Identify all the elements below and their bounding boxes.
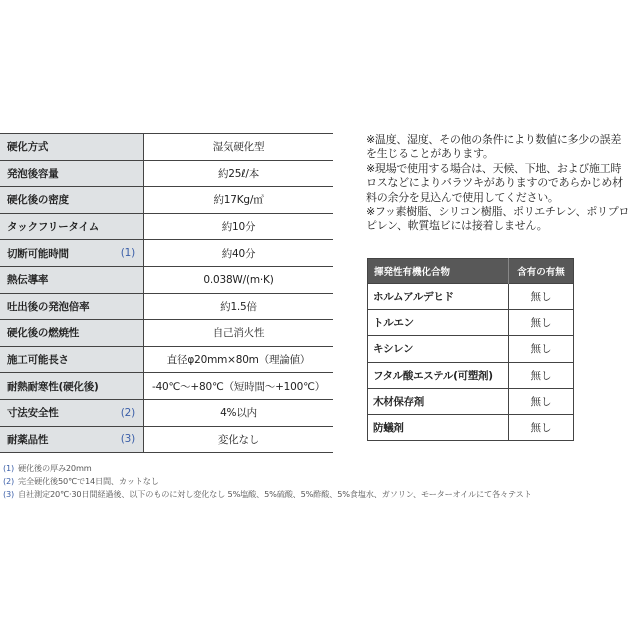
voc-table <box>367 258 574 441</box>
spec-value: 変化なし <box>144 426 334 453</box>
spec-value: 4%以内 <box>144 399 334 426</box>
voc-substance: 防蟻剤 <box>368 414 509 440</box>
voc-row <box>368 336 574 362</box>
spec-label-cell <box>0 266 144 293</box>
spec-label: 硬化後の密度 <box>7 194 69 207</box>
caution-line: ※温度、湿度、その他の条件により数値に多少の誤差 <box>366 133 622 146</box>
spec-label-cell <box>0 187 144 214</box>
spec-row <box>0 346 333 373</box>
spec-label: 耐熱耐寒性(硬化後) <box>7 380 99 393</box>
spec-note-ref: (2) <box>120 406 135 419</box>
voc-row <box>368 388 574 414</box>
spec-label: 発泡後容量 <box>7 167 59 180</box>
caution-line: ロスなどによりバラツキがありますのであらかじめ材 <box>366 176 623 190</box>
voc-value: 無し <box>509 310 574 336</box>
spec-label: 寸法安全性 <box>7 407 59 420</box>
footnote-mark: (2) <box>3 475 14 486</box>
footnote-text: 完全硬化後50℃で14日間、カットなし <box>18 475 159 486</box>
spec-label-cell <box>0 160 144 187</box>
spec-label: 吐出後の発泡倍率 <box>7 300 90 313</box>
voc-row <box>368 414 574 440</box>
footnote-1 <box>3 462 635 475</box>
footnote-mark: (1) <box>3 463 14 473</box>
voc-header-substance: 揮発性有機化合物 <box>368 259 509 284</box>
spec-label-cell <box>0 373 144 400</box>
spec-label-cell <box>0 134 144 161</box>
spec-label-cell <box>0 399 144 426</box>
spec-row <box>0 134 333 161</box>
voc-row <box>368 362 574 388</box>
spec-row <box>0 399 333 426</box>
voc-substance: ホルムアルデヒド <box>368 284 509 310</box>
spec-label: 硬化方式 <box>7 141 49 154</box>
voc-value: 無し <box>509 336 574 362</box>
caution-line: を生じることがあります。 <box>366 147 494 161</box>
spec-value: 約25ℓ/本 <box>144 160 334 187</box>
footnote-2 <box>3 475 635 488</box>
spec-note-ref: (3) <box>120 433 135 446</box>
spec-label-cell <box>0 346 144 373</box>
voc-header-row <box>368 259 574 284</box>
spec-value: 湿気硬化型 <box>212 141 265 154</box>
spec-row <box>0 293 333 320</box>
voc-value: 無し <box>509 388 574 414</box>
spec-label: 切断可能時間 <box>7 247 69 260</box>
spec-note-ref: (1) <box>120 247 135 260</box>
spec-label-cell <box>0 213 144 240</box>
voc-value: 無し <box>509 414 574 440</box>
voc-substance: トルエン <box>368 310 509 336</box>
spec-row <box>0 240 333 267</box>
spec-label-cell <box>0 293 144 320</box>
spec-value: 自己消火性 <box>144 320 334 347</box>
spec-label: 硬化後の燃焼性 <box>7 327 80 340</box>
footnote-text: 硬化後の厚み20mm <box>18 463 92 473</box>
voc-value: 無し <box>509 362 574 388</box>
spec-label: 熱伝導率 <box>7 274 49 287</box>
voc-row <box>368 284 574 310</box>
spec-value: 約10分 <box>144 213 334 240</box>
spec-row <box>0 160 333 187</box>
spec-label-cell <box>0 320 144 347</box>
spec-value: 直径φ20mm×80m（理論値） <box>144 346 334 373</box>
spec-row <box>0 187 333 214</box>
spec-table <box>0 133 333 453</box>
spec-row <box>0 213 333 240</box>
voc-header-content: 含有の有無 <box>509 259 574 284</box>
voc-substance: キシレン <box>368 336 509 362</box>
footnotes <box>3 462 635 500</box>
spec-value: 約40分 <box>144 240 334 267</box>
caution-line: ※フッ素樹脂、シリコン樹脂、ポリエチレン、ポリプロ <box>366 205 630 219</box>
voc-substance: フタル酸エステル(可塑剤) <box>368 362 509 388</box>
footnote-3 <box>3 488 635 501</box>
spec-row <box>0 373 333 400</box>
caution-line: ※現場で使用する場合は、天候、下地、および施工時 <box>366 161 622 175</box>
caution-line: 料の余分を見込んで使用してください。 <box>366 190 559 204</box>
spec-label-cell <box>0 426 144 453</box>
spec-value: 約1.5倍 <box>144 293 334 320</box>
spec-value: 約17Kg/㎥ <box>144 187 334 214</box>
caution-line: ピレン、軟質塩ビには接着しません。 <box>366 219 548 233</box>
spec-row <box>0 266 333 293</box>
spec-row <box>0 426 333 453</box>
footnote-mark: (3) <box>3 488 14 499</box>
voc-value: 無し <box>509 284 574 310</box>
spec-row <box>0 320 333 347</box>
spec-label: タックフリータイム <box>7 221 100 234</box>
spec-label-cell <box>0 240 144 267</box>
spec-label: 施工可能長さ <box>7 354 69 367</box>
voc-row <box>368 310 574 336</box>
footnote-text: 自社測定20℃·30日間経過後、以下のものに対し変化なし 5%塩酸、5%硫酸、5%酢酸、5%食塩水、ガソリン、モーターオイルにて各々テスト <box>18 488 532 499</box>
spec-value: 0.038W/(m·K) <box>144 266 334 293</box>
caution-notes <box>366 133 636 234</box>
spec-value: -40℃〜+80℃（短時間〜+100℃） <box>144 373 334 400</box>
spec-label: 耐薬品性 <box>7 433 49 446</box>
voc-substance: 木材保存剤 <box>368 388 509 414</box>
